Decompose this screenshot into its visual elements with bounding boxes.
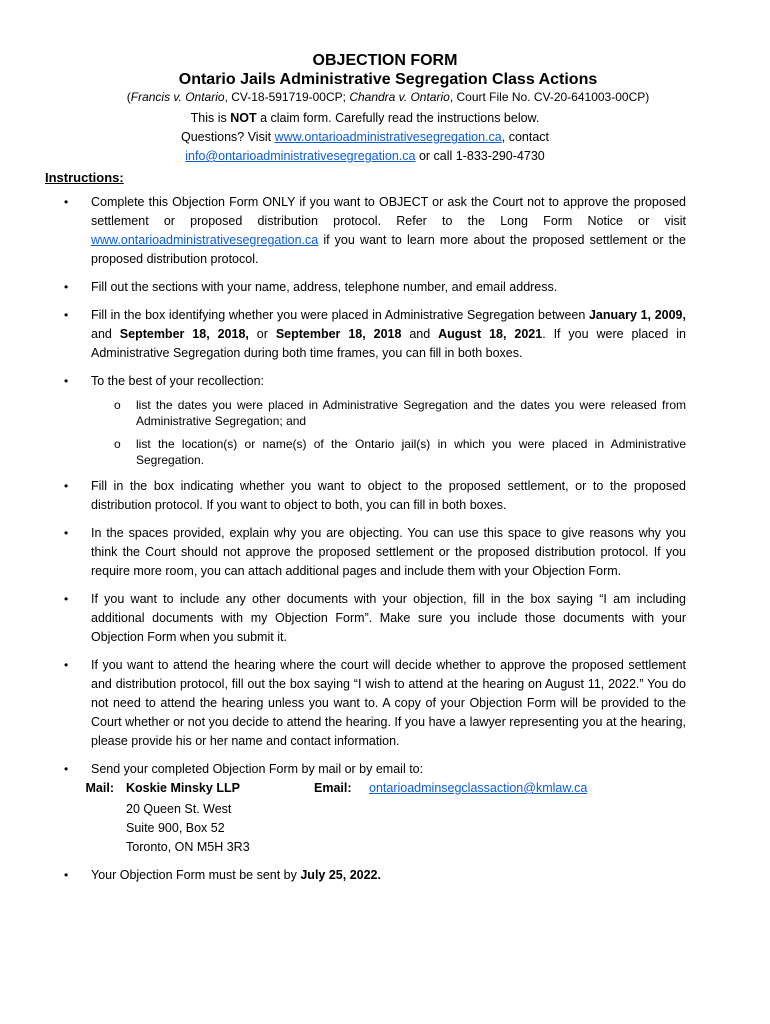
list-item xyxy=(46,524,686,581)
intro-line-2 xyxy=(0,128,730,147)
item-text: list the dates you were placed in Administrative Segregation and the dates you were released from Administrative Segregation; and xyxy=(136,398,686,428)
intro-text: This is xyxy=(190,111,231,125)
item-text: Send your completed Objection Form by mail or by email to: xyxy=(91,762,424,776)
list-item xyxy=(46,193,686,269)
item-text: To the best of your recollection: xyxy=(91,374,265,388)
case1-name: Francis v. Ontario xyxy=(130,90,225,104)
item-text: and xyxy=(91,327,120,341)
item-text: Complete this Objection Form ONLY if you want to OBJECT or ask the Court not to approve the proposed settlement or proposed distribution protocol. Refer to the Long Form Notice or visit xyxy=(91,195,686,228)
sub-list-item xyxy=(91,397,686,429)
info-email-link[interactable]: info@ontarioadministrativesegregation.ca xyxy=(185,149,416,163)
intro-text: , contact xyxy=(501,130,550,144)
mailing-address xyxy=(126,800,686,857)
intro-phone: or call 1-833-290-4730 xyxy=(415,149,545,163)
item-text: Fill out the sections with your name, address, telephone number, and email address. xyxy=(91,280,558,294)
item-text: Fill in the box identifying whether you were placed in Administrative Segregation between xyxy=(91,308,589,322)
item-text: or xyxy=(248,327,276,341)
date-bold: January 1, 2009, xyxy=(588,308,686,322)
website-link[interactable]: www.ontarioadministrativesegregation.ca xyxy=(274,130,502,144)
bullet-icon: • xyxy=(64,308,69,322)
date-bold: September 18, 2018 xyxy=(275,327,402,341)
intro-text: Questions? Visit xyxy=(180,130,275,144)
form-title: OBJECTION FORM xyxy=(312,52,458,69)
sub-list-item xyxy=(91,436,686,468)
intro-not: NOT xyxy=(230,111,257,125)
list-item xyxy=(46,306,686,363)
item-text: Your Objection Form must be sent by xyxy=(91,868,301,882)
bullet-icon: • xyxy=(64,280,69,294)
bullet-icon: • xyxy=(64,658,69,672)
case1-number: , CV-18-591719-00CP; xyxy=(224,90,350,104)
item-text: Fill in the box indicating whether you want to object to the proposed settlement, or to the proposed distribution protocol. If you want to object to both, you can fill in both boxes. xyxy=(91,479,686,512)
form-subtitle: Ontario Jails Administrative Segregation Class Actions xyxy=(178,71,598,88)
sub-list xyxy=(91,397,686,468)
intro-line-3 xyxy=(0,147,730,166)
date-bold: September 18, 2018, xyxy=(119,327,249,341)
item-text: list the location(s) or name(s) of the Ontario jail(s) in which you were placed in Administrative Segregation. xyxy=(136,437,686,467)
item-text: In the spaces provided, explain why you are objecting. You can use this space to give reasons why you think the Court should not approve the proposed settlement or the proposed distribution protocol. If you require more room, you can attach additional pages and include them with your Objection Form. xyxy=(91,526,686,578)
address-line: Suite 900, Box 52 xyxy=(126,821,225,835)
deadline-date: July 25, 2022. xyxy=(300,868,381,882)
item-text: . If you were placed in Administrative Segregation during both time frames, you can fill in both boxes. xyxy=(91,327,686,360)
address-line: Toronto, ON M5H 3R3 xyxy=(126,840,250,854)
intro-line-1 xyxy=(0,109,730,128)
date-bold: August 18, 2021 xyxy=(438,327,543,341)
list-item xyxy=(46,278,686,297)
address-line: 20 Queen St. West xyxy=(126,802,232,816)
bullet-icon: • xyxy=(64,762,69,776)
list-item xyxy=(46,760,686,857)
email-label: Email: xyxy=(314,781,352,795)
list-item xyxy=(46,372,686,468)
bullet-icon: • xyxy=(64,592,69,606)
list-item xyxy=(46,590,686,647)
mail-label: Mail: xyxy=(85,781,114,795)
bullet-icon: • xyxy=(64,868,69,882)
bullet-icon: • xyxy=(64,374,69,388)
instructions-heading: Instructions: xyxy=(45,170,124,185)
bullet-icon: • xyxy=(64,195,69,209)
bullet-icon: • xyxy=(64,479,69,493)
item-text: If you want to attend the hearing where the court will decide whether to approve the proposed settlement and distribution protocol, fill out the box saying “I wish to attend at the hearing on August 11, 2022.” You do not need to attend the hearing unless you want to. A copy of your Objection Form will be provided to the Court whether or not you decide to attend the hearing. If you have a lawyer representing you at the hearing, please provide his or her name and contact information. xyxy=(91,658,686,748)
firm-name: Koskie Minsky LLP xyxy=(126,781,240,795)
website-link-2[interactable]: www.ontarioadministrativesegregation.ca xyxy=(91,233,319,247)
item-text: and xyxy=(401,327,439,341)
item-text: if you want to learn more about the proposed settlement or the proposed distribution protocol. xyxy=(91,233,686,266)
list-item xyxy=(46,477,686,515)
item-text: If you want to include any other documents with your objection, fill in the box saying “I am including additional documents with my Objection Form”. Make sure you include those documents with your Objection Form when you submit it. xyxy=(91,592,686,644)
list-item xyxy=(46,656,686,751)
intro-block xyxy=(0,109,730,166)
firm-email-link[interactable]: ontarioadminsegclassaction@kmlaw.ca xyxy=(369,781,588,795)
case-paren: ( xyxy=(126,90,131,104)
instructions-list xyxy=(46,193,686,894)
intro-text: a claim form. Carefully read the instructions below. xyxy=(256,111,540,125)
list-item xyxy=(46,866,686,885)
bullet-icon: • xyxy=(64,526,69,540)
case-references xyxy=(0,89,770,105)
case2-number: , Court File No. CV-20-641003-00CP) xyxy=(449,90,650,104)
sub-bullet-icon: o xyxy=(114,437,121,451)
mailing-details xyxy=(46,779,686,798)
sub-bullet-icon: o xyxy=(114,398,121,412)
case2-name: Chandra v. Ontario xyxy=(349,90,450,104)
